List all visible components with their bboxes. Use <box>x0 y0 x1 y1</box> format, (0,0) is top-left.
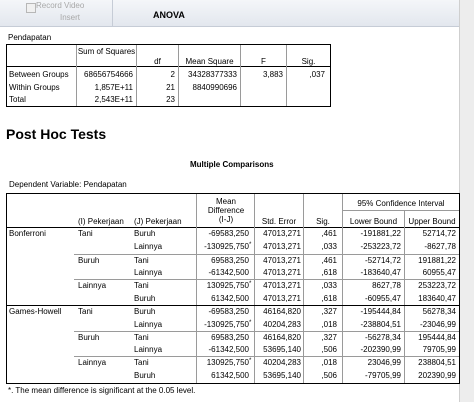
output-title: ANOVA <box>153 10 185 20</box>
anova-cell: 3,883 <box>262 70 283 79</box>
cell-mean-difference: 130925,750 <box>206 358 249 367</box>
cell-significance-marker: * <box>249 320 252 326</box>
cell-sig: ,033 <box>321 242 337 251</box>
header-sig: Sig. <box>316 217 330 226</box>
group-label: Lainnya <box>78 358 107 367</box>
cell-j-pekerjaan: Tani <box>134 256 149 265</box>
cell-upper-bound: -8627,78 <box>424 242 456 251</box>
header-j-pekerjaan: (J) Pekerjaan <box>134 217 182 226</box>
cell-std-error: 47013,271 <box>263 256 301 265</box>
cell-upper-bound: 183640,47 <box>418 294 456 303</box>
group-label: Tani <box>78 229 93 238</box>
cell-lower-bound: -238804,51 <box>360 320 401 329</box>
cell-j-pekerjaan: Buruh <box>134 307 156 316</box>
cell-j-pekerjaan: Tani <box>134 333 149 342</box>
cell-sig: ,506 <box>321 371 337 380</box>
cell-upper-bound: 195444,84 <box>418 333 456 342</box>
cell-upper-bound: 191881,22 <box>418 256 456 265</box>
cell-mean-difference: 69583,250 <box>211 256 249 265</box>
cell-std-error: 47013,271 <box>263 281 301 290</box>
insert-group-label: Insert <box>60 13 81 22</box>
cell-mean-difference: -61342,500 <box>208 268 249 277</box>
cell-lower-bound: 23046,99 <box>367 358 401 367</box>
cell-sig: ,033 <box>321 281 337 290</box>
dependent-variable-label: Dependent Variable: Pendapatan <box>9 180 127 189</box>
cell-mean-difference: -69583,250 <box>208 229 249 238</box>
header-std-error: Std. Error <box>261 217 297 226</box>
anova-row-label: Between Groups <box>9 70 69 79</box>
cell-std-error: 40204,283 <box>263 358 301 367</box>
anova-cell: 23 <box>166 95 175 104</box>
anova-row-label: Within Groups <box>9 83 60 92</box>
cell-lower-bound: -202390,99 <box>360 345 401 354</box>
cell-std-error: 47013,271 <box>263 229 301 238</box>
cell-upper-bound: 56278,34 <box>422 307 456 316</box>
header-upper-bound: Upper Bound <box>408 217 456 226</box>
group-label: Lainnya <box>78 281 107 290</box>
cell-mean-difference: -61342,500 <box>208 345 249 354</box>
anova-cell: 1,857E+11 <box>94 83 133 92</box>
cell-std-error: 53695,140 <box>263 345 301 354</box>
method-label: Games-Howell <box>9 307 62 316</box>
anova-header-f: F <box>261 57 266 66</box>
cell-j-pekerjaan: Lainnya <box>134 320 163 329</box>
cell-sig: ,618 <box>321 268 337 277</box>
cell-mean-difference: 130925,750 <box>206 281 249 290</box>
cell-mean-difference: -69583,250 <box>208 307 249 316</box>
cell-j-pekerjaan: Buruh <box>134 371 156 380</box>
cell-std-error: 47013,271 <box>263 294 301 303</box>
group-label: Buruh <box>78 256 100 265</box>
anova-header-df: df <box>154 57 161 66</box>
multiple-comparisons-title: Multiple Comparisons <box>190 160 274 169</box>
cell-j-pekerjaan: Lainnya <box>134 268 163 277</box>
anova-header-ss: Sum of Squares <box>77 47 136 56</box>
anova-cell: ,037 <box>309 70 325 79</box>
footnote: *. The mean difference is significant at the 0.05 level. <box>8 386 196 395</box>
insert-group <box>0 0 113 26</box>
cell-sig: ,618 <box>321 294 337 303</box>
anova-cell: 2 <box>170 70 175 79</box>
cell-sig: ,327 <box>321 307 337 316</box>
header-lower-bound: Lower Bound <box>349 217 398 226</box>
posthoc-heading: Post Hoc Tests <box>6 126 107 142</box>
cell-j-pekerjaan: Buruh <box>134 294 156 303</box>
cell-std-error: 46164,820 <box>263 333 301 342</box>
cell-lower-bound: -79705,99 <box>364 371 401 380</box>
cell-lower-bound: -56278,34 <box>364 333 401 342</box>
cell-significance-marker: * <box>249 358 252 364</box>
anova-cell: 2,543E+11 <box>94 95 133 104</box>
cell-mean-difference: 69583,250 <box>211 333 249 342</box>
cell-significance-marker: * <box>249 242 252 248</box>
cell-upper-bound: -23046,99 <box>419 320 456 329</box>
cell-j-pekerjaan: Buruh <box>134 229 156 238</box>
anova-cell: 8840990696 <box>192 83 237 92</box>
anova-dependent-label: Pendapatan <box>8 33 52 42</box>
group-label: Buruh <box>78 333 100 342</box>
record-video-icon[interactable] <box>26 3 36 13</box>
ribbon-toolbar <box>0 0 474 27</box>
anova-cell: 34328377333 <box>188 70 237 79</box>
vertical-scrollbar[interactable] <box>459 0 474 402</box>
anova-header-ms: Mean Square <box>185 57 234 66</box>
cell-j-pekerjaan: Lainnya <box>134 345 163 354</box>
cell-lower-bound: -195444,84 <box>360 307 401 316</box>
cell-sig: ,461 <box>321 256 337 265</box>
cell-mean-difference: 61342,500 <box>211 371 249 380</box>
anova-cell: 68656754666 <box>84 70 133 79</box>
cell-std-error: 47013,271 <box>263 242 301 251</box>
cell-sig: ,018 <box>321 358 337 367</box>
cell-lower-bound: -253223,72 <box>360 242 401 251</box>
cell-j-pekerjaan: Lainnya <box>134 242 163 251</box>
cell-mean-difference: -130925,750 <box>204 320 249 329</box>
cell-sig: ,506 <box>321 345 337 354</box>
cell-j-pekerjaan: Tani <box>134 281 149 290</box>
cell-sig: ,461 <box>321 229 337 238</box>
header-confidence-interval: 95% Confidence Interval <box>357 199 445 208</box>
cell-upper-bound: 253223,72 <box>418 281 456 290</box>
cell-j-pekerjaan: Tani <box>134 358 149 367</box>
header-i-pekerjaan: (I) Pekerjaan <box>78 217 124 226</box>
cell-lower-bound: -60955,47 <box>364 294 401 303</box>
group-label: Tani <box>78 307 93 316</box>
cell-mean-difference: 61342,500 <box>211 294 249 303</box>
header-mean-difference: Mean Difference (I-J) <box>207 197 245 224</box>
cell-upper-bound: 52714,72 <box>422 229 456 238</box>
cell-mean-difference: -130925,750 <box>204 242 249 251</box>
cell-std-error: 47013,271 <box>263 268 301 277</box>
cell-lower-bound: -52714,72 <box>364 256 401 265</box>
cell-lower-bound: 8627,78 <box>372 281 401 290</box>
cell-std-error: 53695,140 <box>263 371 301 380</box>
cell-upper-bound: 202390,99 <box>418 371 456 380</box>
cell-lower-bound: -183640,47 <box>360 268 401 277</box>
cell-sig: ,018 <box>321 320 337 329</box>
anova-cell: 21 <box>166 83 175 92</box>
anova-header-sig: Sig. <box>301 57 316 66</box>
cell-std-error: 46164,820 <box>263 307 301 316</box>
cell-upper-bound: 79705,99 <box>422 345 456 354</box>
cell-upper-bound: 60955,47 <box>422 268 456 277</box>
cell-lower-bound: -191881,22 <box>360 229 401 238</box>
cell-sig: ,327 <box>321 333 337 342</box>
cell-std-error: 40204,283 <box>263 320 301 329</box>
anova-row-label: Total <box>9 95 26 104</box>
cell-significance-marker: * <box>249 281 252 287</box>
cell-upper-bound: 238804,51 <box>418 358 456 367</box>
record-video-button[interactable]: Record Video <box>36 1 85 10</box>
method-label: Bonferroni <box>9 229 46 238</box>
